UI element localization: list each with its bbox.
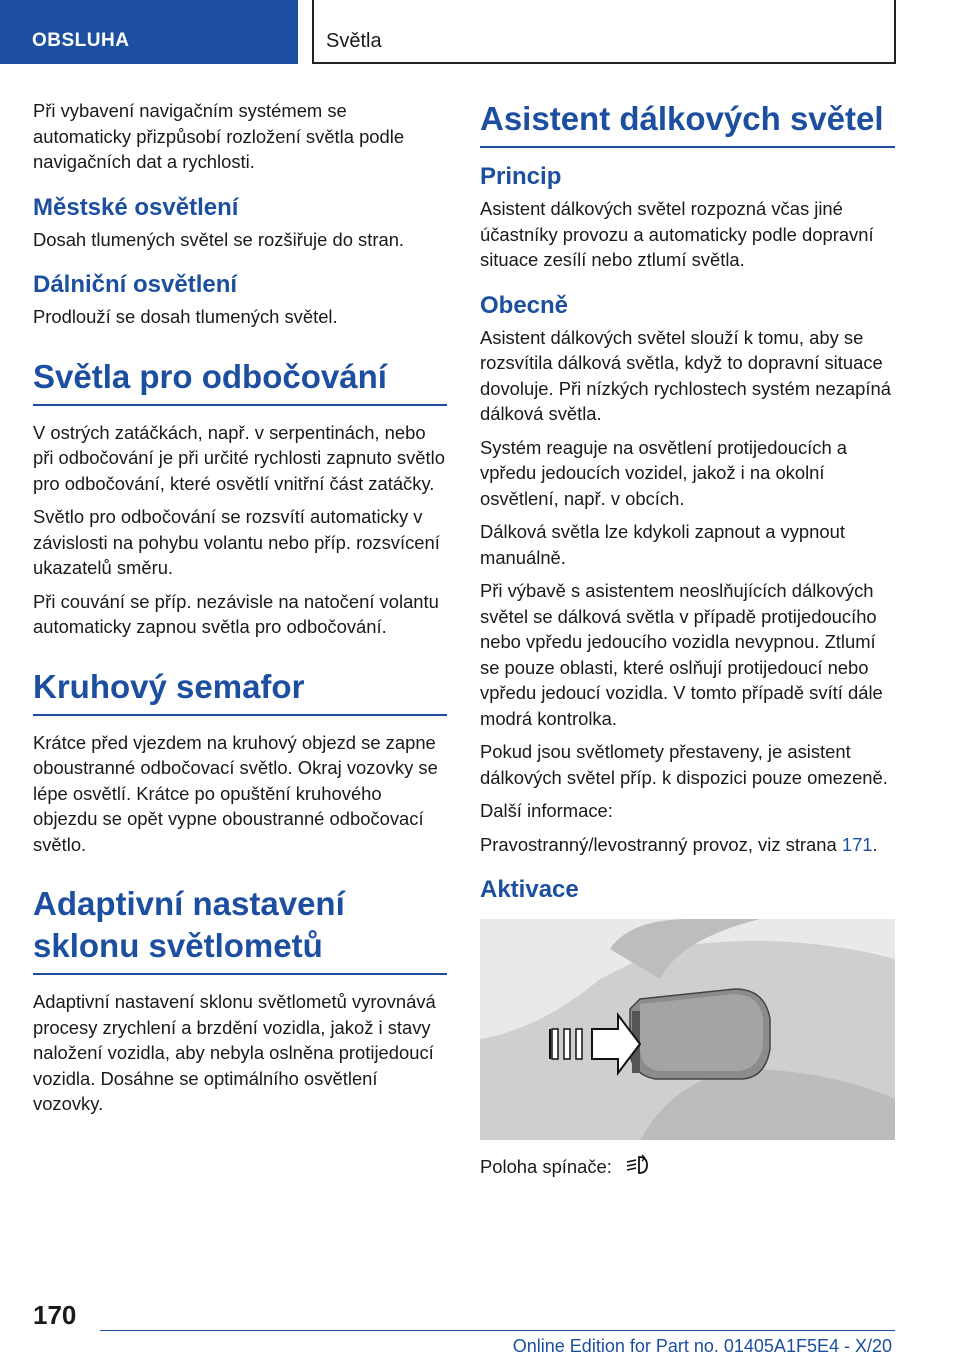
- high-beam-assistant-icon: [625, 1154, 651, 1183]
- right-column: [480, 98, 895, 1191]
- chapter-tab: [312, 0, 896, 64]
- switch-position-label: Poloha spínače:: [480, 1156, 612, 1178]
- motorway-lighting-text: Prodlouží se dosah tlumených světel.: [33, 306, 338, 327]
- turning-lights-paragraph-3: Při couvání se příp. nezávisle na natočení volantu automaticky zapnou světla pro odbočování.: [33, 590, 439, 637]
- page-number: 170: [33, 1300, 77, 1330]
- general-heading: Obecně: [480, 291, 569, 319]
- general-paragraph-5: Pokud jsou světlomety přestaveny, je asistent dálkových světel příp. k dispozici pouze omezeně.: [480, 741, 888, 788]
- adaptive-headlight-heading: Adaptivní nastavení sklonu světlometů: [33, 883, 447, 975]
- general-paragraph-3: Dálková světla lze kdykoli zapnout a vypnout manuálně.: [480, 521, 845, 568]
- reference-end: .: [872, 833, 878, 855]
- edition-text: Online Edition for Part no. 01405A1F5E4 - X/20: [512, 1336, 892, 1356]
- footer-divider: [100, 1330, 895, 1331]
- general-paragraph-2: Systém reaguje na osvětlení protijedoucích a vpředu jedoucích vozidel, jakož i na okolní osvětlení, např. v obcích.: [480, 436, 848, 509]
- switch-stalk-drawing: [480, 919, 895, 1140]
- chapter-title: Světla: [326, 30, 382, 52]
- city-lighting-text: Dosah tlumených světel se rozšiřuje do stran.: [33, 228, 405, 250]
- light-switch-illustration: [480, 919, 895, 1140]
- roundabout-text: Krátce před vjezdem na kruhový objezd se zapne oboustranné odbočovací světlo. Okraj vozovky se lépe osvětlí. Krátce po opuštění kruhového objezdu se opět vypne oboustranné odbočovací světlo.: [33, 731, 438, 855]
- reference-text: Pravostranný/levostranný provoz, viz strana: [480, 833, 842, 855]
- cross-reference: [480, 832, 895, 858]
- principle-heading: Princip: [480, 163, 562, 190]
- turning-lights-paragraph-1: V ostrých zatáčkách, např. v serpentinách, nebo při odbočování je při určité rychlosti zapnuto světlo pro odbočování, které osvětlí vnitřní část zatáčky.: [33, 421, 445, 494]
- city-lighting-heading: Městské osvětlení: [33, 193, 239, 221]
- switch-position-caption: [480, 1154, 895, 1183]
- general-paragraph-4: Při výbavě s asistentem neoslňujících dálkových světel se dálková světla v případě protijedoucího nebo vpředu jedoucího vozidla nevypnou. Ztlumí se pouze oblasti, které oslňují protijedoucí nebo vpředu jedoucí vozidla. V tomto případě svítí dále modrá kontrolka.: [480, 580, 883, 729]
- section-tab: [0, 0, 298, 64]
- principle-text: Asistent dálkových světel rozpozná včas jiné účastníky provozu a automaticky podle dopravní situace zesílí nebo ztlumí světla.: [480, 198, 874, 270]
- general-paragraph-1: Asistent dálkových světel slouží k tomu, aby se rozsvítila dálková světla, když to dopravní situace dovoluje. Při nízkých rychlostech systém nezapíná dálková světla.: [480, 326, 891, 424]
- reference-page-link[interactable]: 171: [841, 833, 873, 855]
- left-column: [33, 98, 447, 1125]
- more-info-label: Další informace:: [480, 800, 613, 821]
- turning-lights-heading: Světla pro odbočování: [33, 356, 447, 406]
- turning-lights-paragraph-2: Světlo pro odbočování se rozsvítí automaticky v závislosti na pohybu volantu nebo příp. rozsvícení ukazatelů směru.: [33, 506, 440, 578]
- roundabout-heading: Kruhový semafor: [33, 666, 447, 716]
- high-beam-assistant-heading: Asistent dálkových světel: [480, 98, 895, 148]
- section-title: OBSLUHA: [32, 30, 130, 51]
- motorway-lighting-heading: Dálniční osvětlení: [33, 271, 238, 298]
- intro-paragraph: Při vybavení navigačním systémem se automaticky přizpůsobí rozložení světla podle navigačních dat a rychlosti.: [33, 100, 405, 172]
- activation-heading: Aktivace: [480, 876, 579, 903]
- adaptive-headlight-text: Adaptivní nastavení sklonu světlometů vyrovnává procesy zrychlení a brzdění vozidla, jakož i stavy naložení vozidla, aby nebyla oslněna protijedoucí vozidla. Dosáhne se optimálního osvětlení vozovky.: [33, 991, 436, 1114]
